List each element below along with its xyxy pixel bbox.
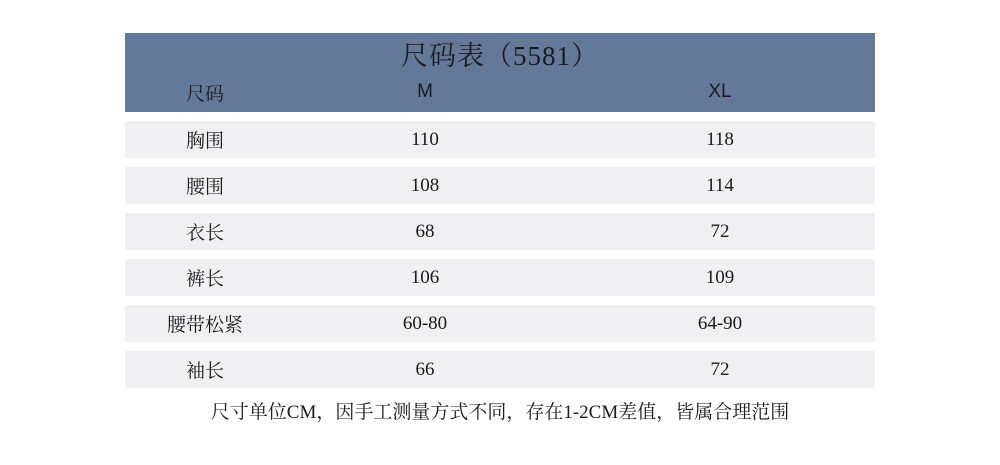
- measurement-footnote: 尺寸单位CM，因手工测量方式不同，存在1-2CM差值，皆属合理范围: [210, 402, 790, 423]
- row-value-xl: 114: [706, 174, 734, 196]
- row-value-m: 60-80: [402, 312, 448, 334]
- column-header-row: [125, 72, 875, 112]
- table-row-waist: [125, 167, 875, 204]
- table-header: [125, 33, 875, 112]
- row-value-m: 110: [411, 128, 439, 150]
- size-chart-table: [125, 33, 875, 424]
- row-label: 腰带松紧: [166, 315, 243, 336]
- row-value-m: 68: [415, 220, 435, 242]
- table-row-pants-length: [125, 259, 875, 296]
- row-value-m: 66: [415, 358, 435, 380]
- column-header-size: 尺码: [185, 83, 224, 105]
- row-value-xl: 72: [710, 358, 730, 380]
- row-label: 腰围: [185, 177, 224, 198]
- row-label: 裤长: [185, 269, 224, 290]
- row-value-xl: 109: [705, 266, 735, 288]
- row-label: 胸围: [185, 131, 224, 152]
- row-value-m: 108: [410, 174, 440, 196]
- table-row-chest: [125, 121, 875, 158]
- table-row-sleeve-length: [125, 351, 875, 388]
- row-value-xl: 64-90: [697, 312, 743, 334]
- table-row-top-length: [125, 213, 875, 250]
- row-value-m: 106: [410, 266, 440, 288]
- table-title: 尺码表（5581）: [401, 41, 599, 71]
- row-value-xl: 72: [710, 220, 730, 242]
- row-label: 袖长: [185, 361, 224, 382]
- column-header-xl: XL: [708, 81, 732, 102]
- column-header-m: M: [417, 81, 433, 102]
- table-row-belt-stretch: [125, 305, 875, 342]
- row-label: 衣长: [185, 223, 224, 244]
- row-value-xl: 118: [706, 128, 734, 150]
